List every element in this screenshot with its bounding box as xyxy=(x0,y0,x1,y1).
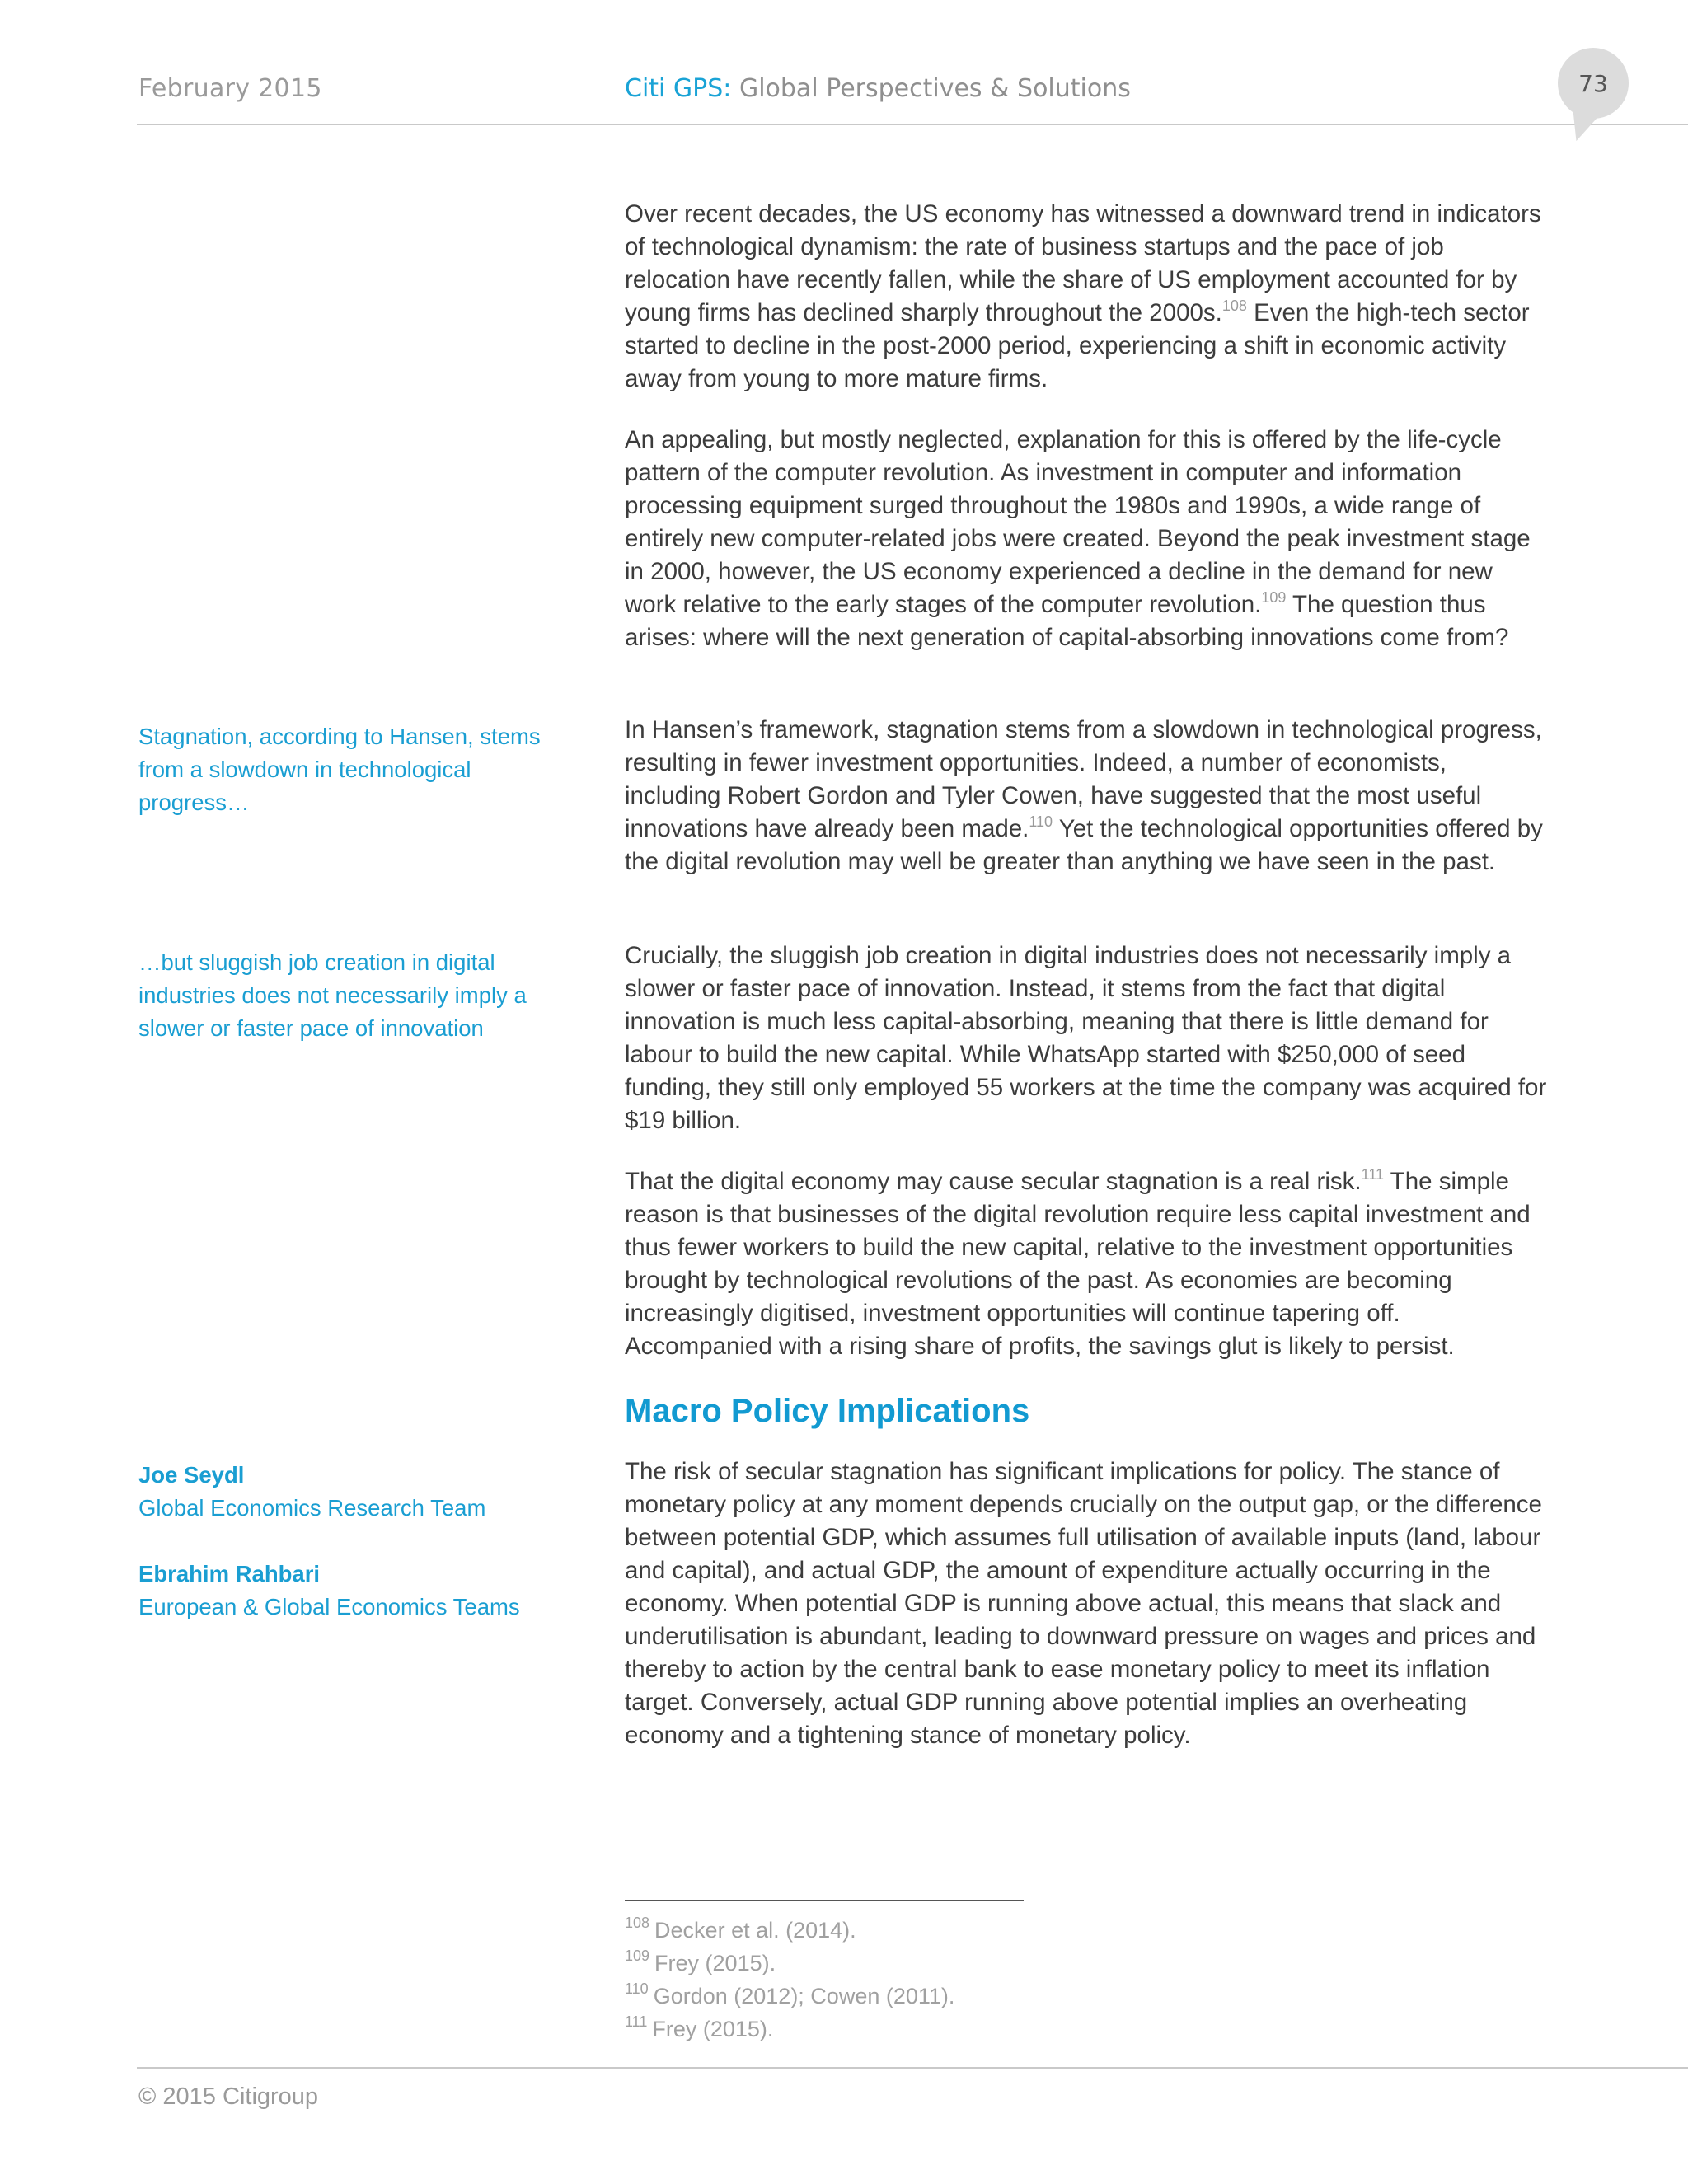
page-number-badge xyxy=(1558,48,1629,119)
footnote-divider xyxy=(625,1900,1024,1901)
footnote-item: $^{110}$ Gordon (2012); Cowen (2011). xyxy=(625,1980,955,2008)
paragraph-6: The risk of secular stagnation has significant implications for policy. The stance of monetary policy at any moment depends crucially on the output gap, or the difference between potential GDP, which assumes full utilisation of available inputs (land, labour and capital), and actual GDP, the amount of expenditure actually occurring in the economy. When potential GDP is running above actual, this means that slack and underutilisation is abundant, leading to downward pressure on wages and prices and thereby to action by the central bank to ease monetary policy to meet its inflation target. Conversely, actual GDP running above potential implies an overheating economy and a tightening stance of monetary policy. xyxy=(625,1458,1542,1749)
footnote-item: $^{108}$ Decker et al. (2014). xyxy=(625,1915,856,1943)
footnote-item: $^{109}$ Frey (2015). xyxy=(625,1947,776,1975)
author-team: European & Global Economics Teams xyxy=(138,1594,520,1619)
footnote-ref-108[interactable]: 108 xyxy=(1221,298,1247,314)
paragraph-4: Crucially, the sluggish job creation in digital industries does not necessarily imply a slower or faster pace of innovation. Instead, it stems from the fact that digital innovation is much less capital-absorbing, meaning that there is little demand for labour to build the new capital. While WhatsApp started with $250,000 of seed funding, they still only employed 55 workers at the time the company was acquired for $19 billion. xyxy=(625,942,1547,1134)
author-name[interactable]: Ebrahim Rahbari xyxy=(138,1561,321,1586)
paragraph-2: An appealing, but mostly neglected, explanation for this is offered by the life-cycle pattern of the computer revolution. As investment in computer and information processing equipment surged throughout the 1980s and 1990s, a wide range of entirely new computer-related jobs were created. Beyond the peak investment stage in 2000, however, the US economy experienced a decline in the demand for new work relative to the early stages of the computer revolution.$^{109}$ The question thus arises: where will the next generation of capital-absorbing innovations come from? xyxy=(625,426,1531,651)
paragraph-5: That the digital economy may cause secular stagnation is a real risk.$^{111}$ The simple reason is that businesses of the digital revolution require less capital investment and thus fewer workers to build the new capital, relative to the investment opportunities brought by technological revolutions of the past. As economies are becoming increasingly digitised, investment opportunities will continue tapering off. Accompanied with a rising share of profits, the savings glut is likely to persist. xyxy=(625,1166,1531,1360)
author-1 xyxy=(138,1459,551,1525)
paragraph-1: Over recent decades, the US economy has witnessed a downward trend in indicators of technological dynamism: the rate of business startups and the pace of job relocation have recently fallen, while the share of US employment accounted for by young firms has declined sharply throughout the 2000s.$^{108}$ Even the high-tech sector started to decline in the post-2000 period, experiencing a shift in economic activity away from young to more mature firms. xyxy=(625,200,1541,392)
footer-copyright: © 2015 Citigroup xyxy=(138,2083,319,2110)
paragraph-3: In Hansen’s framework, stagnation stems from a slowdown in technological progress, resulting in fewer investment opportunities. Indeed, a number of economists, including Robert Gordon and Tyler Cowen, have suggested that the most useful innovations have already been made.$^{110}$ Yet the technological opportunities offered by the digital revolution may well be greater than anything we have seen in the past. xyxy=(625,716,1543,875)
header-title xyxy=(625,74,1131,103)
footnote-ref-109[interactable]: 109 xyxy=(1261,589,1287,606)
footer-divider xyxy=(137,2067,1688,2069)
author-team: Global Economics Research Team xyxy=(138,1495,486,1521)
side-note-1: Stagnation, according to Hansen, stems from a slowdown in technological progress… xyxy=(138,724,541,815)
author-name[interactable]: Joe Seydl xyxy=(138,1462,245,1488)
header-date: February 2015 xyxy=(138,74,322,103)
side-note-2: …but sluggish job creation in digital industries does not necessarily imply a slower or faster pace of innovation xyxy=(138,949,527,1041)
brand-name: Citi GPS: xyxy=(625,74,732,103)
footnote-item: $^{111}$ Frey (2015). xyxy=(625,2013,774,2041)
author-2 xyxy=(138,1558,551,1624)
header-divider xyxy=(137,124,1688,125)
footnote-ref-110[interactable]: 110 xyxy=(1029,813,1053,830)
footnote-ref-111[interactable]: 111 xyxy=(1361,1166,1385,1183)
section-heading: Macro Policy Implications xyxy=(625,1393,1030,1429)
page-number: 73 xyxy=(1578,69,1608,97)
footnotes-list xyxy=(625,1914,954,2046)
header-subtitle: Global Perspectives & Solutions xyxy=(738,74,1131,103)
